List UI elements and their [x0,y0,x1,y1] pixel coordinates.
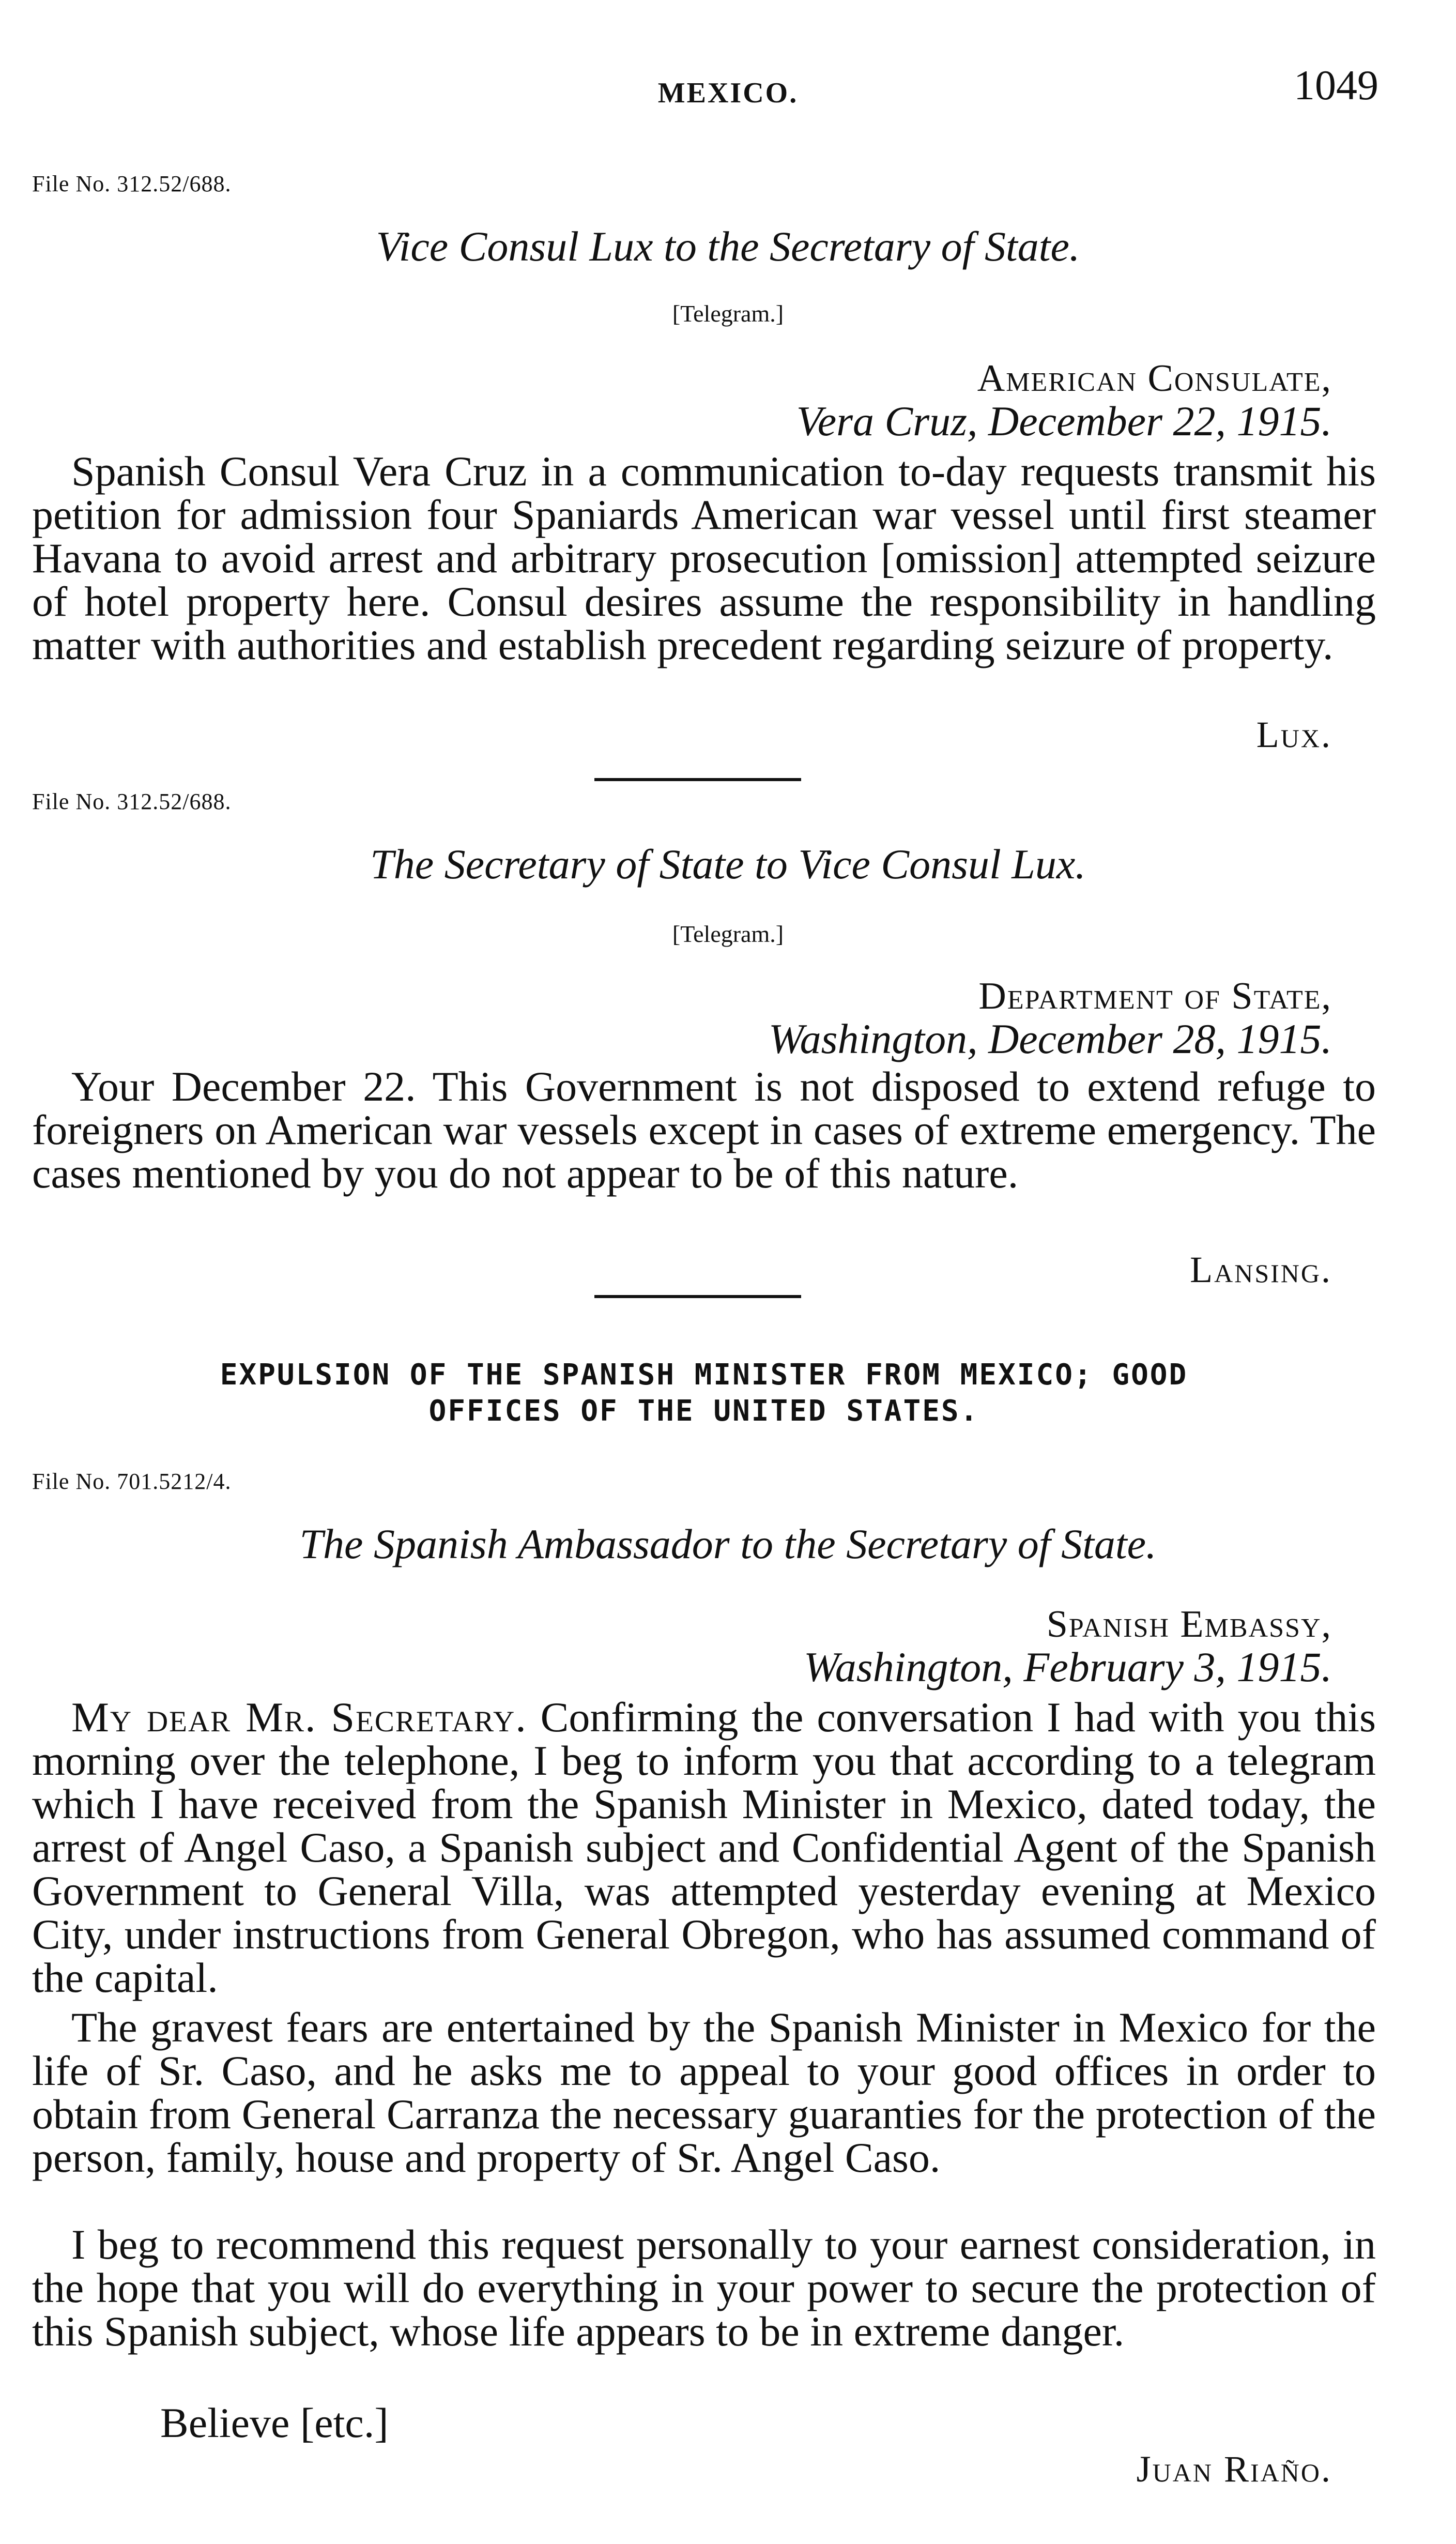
letter-body: Spanish Consul Vera Cruz in a communication to-day requests transmit his petition for admission four Spaniards American war vessel until first steamer Havana to avoid arrest and arbitrary prosecution [omission] attempted seizure of hotel property here. Consul desires assume the responsibility in handling matter with authorities and establish precedent regarding seizure of property. [32,448,1376,668]
salutation: My dear Mr. Secretary. [71,1694,527,1741]
document-title: Vice Consul Lux to the Secretary of State. [376,223,1080,270]
sender-address: Spanish Embassy, [1046,1603,1332,1646]
file-number: File No. 701.5212/4. [32,1469,232,1494]
file-number: File No. 312.52/688. [32,171,232,196]
letter-paragraph-1 [32,1696,1376,2000]
letter-paragraph-3: I beg to recommend this request personally to your earnest consideration, in the hope that you will do everything in your power to secure the protection of this Spanish subject, whose life appears to be in extreme danger. [32,2221,1376,2355]
section-divider [594,778,801,781]
signature: Juan Riaño. [1136,2448,1332,2490]
section-heading-line-1: EXPULSION OF THE SPANISH MINISTER FROM MEXICO; GOOD [220,1358,1188,1392]
page-number: 1049 [1294,62,1378,109]
telegram-note: [Telegram.] [672,921,784,947]
sender-address: American Consulate, [977,357,1332,400]
dateline: Washington, December 28, 1915. [768,1015,1332,1062]
running-title: MEXICO. [657,77,799,109]
dateline: Vera Cruz, December 22, 1915. [796,398,1332,445]
document-title: The Secretary of State to Vice Consul Lux. [370,841,1086,888]
closing: Believe [etc.] [160,2399,389,2446]
letter-body: Your December 22. This Government is not disposed to extend refuge to foreigners on American war vessels except in cases of extreme emergency. The cases mentioned by you do not appear to be of this nature. [32,1063,1376,1197]
letter-paragraph-2: The gravest fears are entertained by the Spanish Minister in Mexico for the life of Sr. Caso, and he asks me to appeal to your good offices in order to obtain from General Carranza the necessary guaranties for the protection of the person, family, house and property of Sr. Angel Caso. [32,2004,1376,2181]
signature: Lansing. [1190,1249,1332,1290]
section-heading-line-2: OFFICES OF THE UNITED STATES. [428,1394,979,1428]
telegram-note: [Telegram.] [672,300,784,327]
section-divider [594,1295,801,1298]
paragraph-text: Confirming the conversation I had with you this morning over the telephone, I beg to inform you that according to a telegram which I have received from the Spanish Minister in Mexico, dated today, the arrest of Angel Caso, a Spanish subject and Confidential Agent of the Spanish Government to General Villa, was attempted yesterday evening at Mexico City, under instructions from General Obregon, who has assumed command of the capital. [32,1694,1376,2001]
file-number: File No. 312.52/688. [32,789,232,814]
sender-address: Department of State, [978,975,1332,1017]
signature: Lux. [1256,714,1332,755]
section-heading [32,1357,1376,1429]
dateline: Washington, February 3, 1915. [804,1643,1332,1690]
document-title: The Spanish Ambassador to the Secretary of State. [299,1520,1157,1567]
